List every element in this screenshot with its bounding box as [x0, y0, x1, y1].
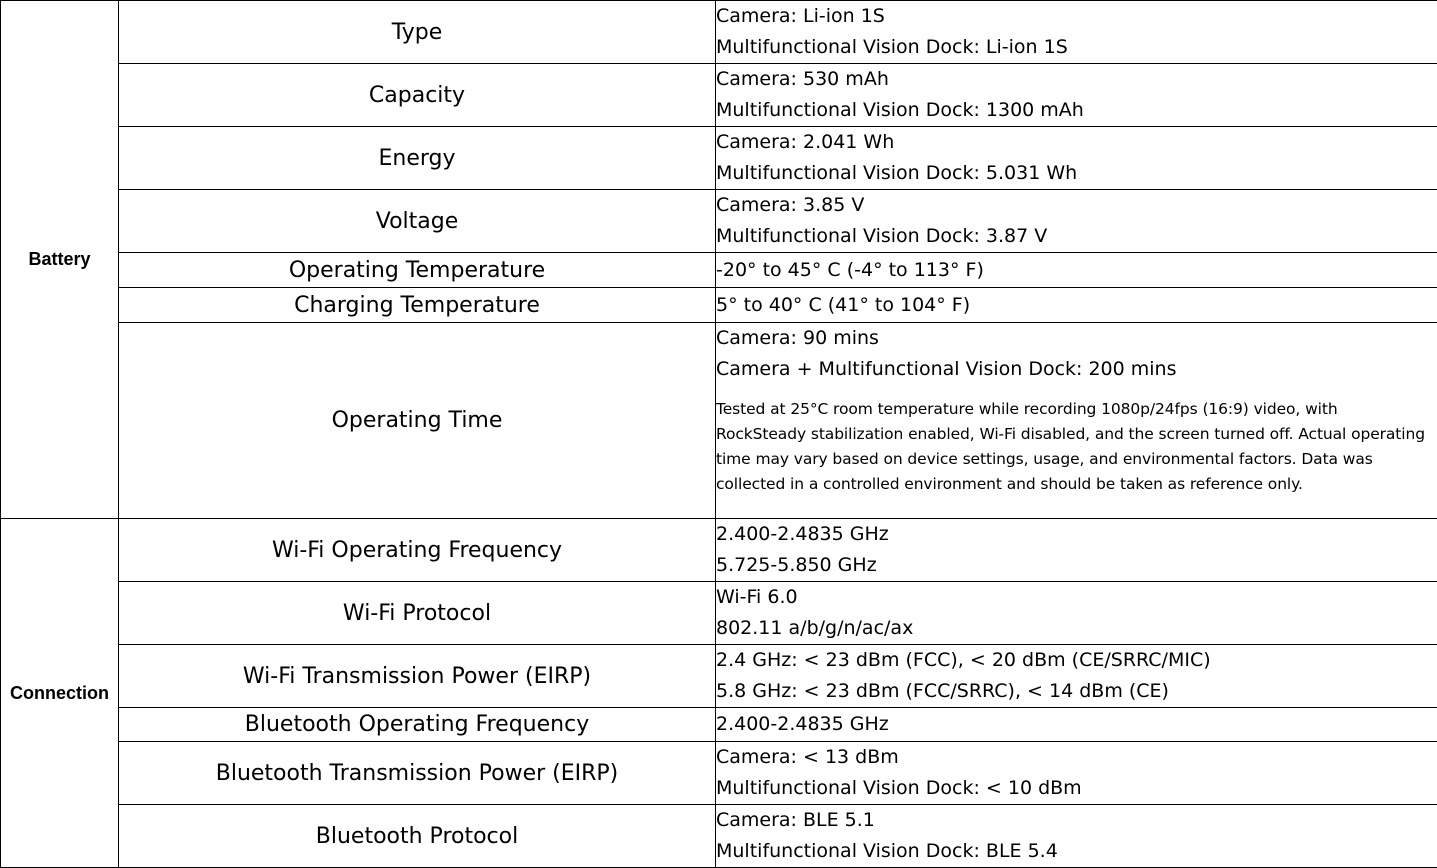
value-line: Camera: 3.85 V: [716, 190, 1437, 221]
table-row: [1, 64, 1437, 127]
table-row: [1, 190, 1437, 253]
table-row: [1, 1, 1437, 64]
table-row: [1, 805, 1437, 868]
spec-label: Bluetooth Operating Frequency: [119, 708, 716, 742]
value-line: 2.400-2.4835 GHz: [716, 709, 1437, 740]
spec-value: [716, 519, 1437, 582]
value-line: -20° to 45° C (-4° to 113° F): [716, 255, 1437, 286]
value-line: Multifunctional Vision Dock: 3.87 V: [716, 221, 1437, 252]
value-line: 5.725-5.850 GHz: [716, 550, 1437, 581]
table-row: [1, 742, 1437, 805]
value-line: 5.8 GHz: < 23 dBm (FCC/SRRC), < 14 dBm (CE): [716, 676, 1437, 707]
spec-label: Bluetooth Protocol: [119, 805, 716, 868]
value-line: Camera: 2.041 Wh: [716, 127, 1437, 158]
spec-label: Wi-Fi Transmission Power (EIRP): [119, 645, 716, 708]
spec-label: Type: [119, 1, 716, 64]
section-label-connection: Connection: [1, 519, 119, 868]
value-line: Multifunctional Vision Dock: < 10 dBm: [716, 773, 1437, 804]
value-line: Multifunctional Vision Dock: 1300 mAh: [716, 95, 1437, 126]
spec-value: [716, 190, 1437, 253]
spec-value: [716, 64, 1437, 127]
section-label-battery: Battery: [1, 1, 119, 519]
spec-label: Operating Time: [119, 323, 716, 519]
spec-value: [716, 253, 1437, 288]
spec-label: Wi-Fi Protocol: [119, 582, 716, 645]
value-line: 5° to 40° C (41° to 104° F): [716, 290, 1437, 321]
spec-value: [716, 288, 1437, 323]
spec-label: Operating Temperature: [119, 253, 716, 288]
spec-label: Charging Temperature: [119, 288, 716, 323]
table-row: [1, 708, 1437, 742]
value-line: 2.4 GHz: < 23 dBm (FCC), < 20 dBm (CE/SRRC/MIC): [716, 645, 1437, 676]
value-line: Camera: BLE 5.1: [716, 805, 1437, 836]
value-line: Camera: 90 mins: [716, 323, 1437, 354]
table-row: [1, 582, 1437, 645]
spec-label: Wi-Fi Operating Frequency: [119, 519, 716, 582]
spec-label: Bluetooth Transmission Power (EIRP): [119, 742, 716, 805]
spec-value: [716, 127, 1437, 190]
spec-value: [716, 742, 1437, 805]
spec-value: [716, 1, 1437, 64]
spec-value: [716, 582, 1437, 645]
value-line: 2.400-2.4835 GHz: [716, 519, 1437, 550]
table-row: [1, 127, 1437, 190]
table-row: [1, 288, 1437, 323]
spec-label: Voltage: [119, 190, 716, 253]
table-row: [1, 645, 1437, 708]
value-line: 802.11 a/b/g/n/ac/ax: [716, 613, 1437, 644]
value-line: Camera + Multifunctional Vision Dock: 200 mins: [716, 354, 1437, 385]
spec-label: Energy: [119, 127, 716, 190]
value-line: Multifunctional Vision Dock: 5.031 Wh: [716, 158, 1437, 189]
value-line: Multifunctional Vision Dock: Li-ion 1S: [716, 32, 1437, 63]
value-line: Multifunctional Vision Dock: BLE 5.4: [716, 836, 1437, 867]
spec-value: [716, 805, 1437, 868]
value-line: Camera: < 13 dBm: [716, 742, 1437, 773]
table-row: [1, 323, 1437, 519]
operating-time-note: Tested at 25°C room temperature while recording 1080p/24fps (16:9) video, with RockSteady stabilization enabled, Wi-Fi disabled, and the screen turned off. Actual operating time may vary based on device settings, usage, and environmental factors. Data was collected in a controlled environment and should be taken as reference only.: [716, 397, 1437, 497]
spec-label: Capacity: [119, 64, 716, 127]
value-line: Wi-Fi 6.0: [716, 582, 1437, 613]
spec-value: [716, 645, 1437, 708]
spec-value: [716, 323, 1437, 519]
table-row: [1, 253, 1437, 288]
spec-value: [716, 708, 1437, 742]
value-line: Camera: Li-ion 1S: [716, 1, 1437, 32]
value-line: Camera: 530 mAh: [716, 64, 1437, 95]
table-row: [1, 519, 1437, 582]
